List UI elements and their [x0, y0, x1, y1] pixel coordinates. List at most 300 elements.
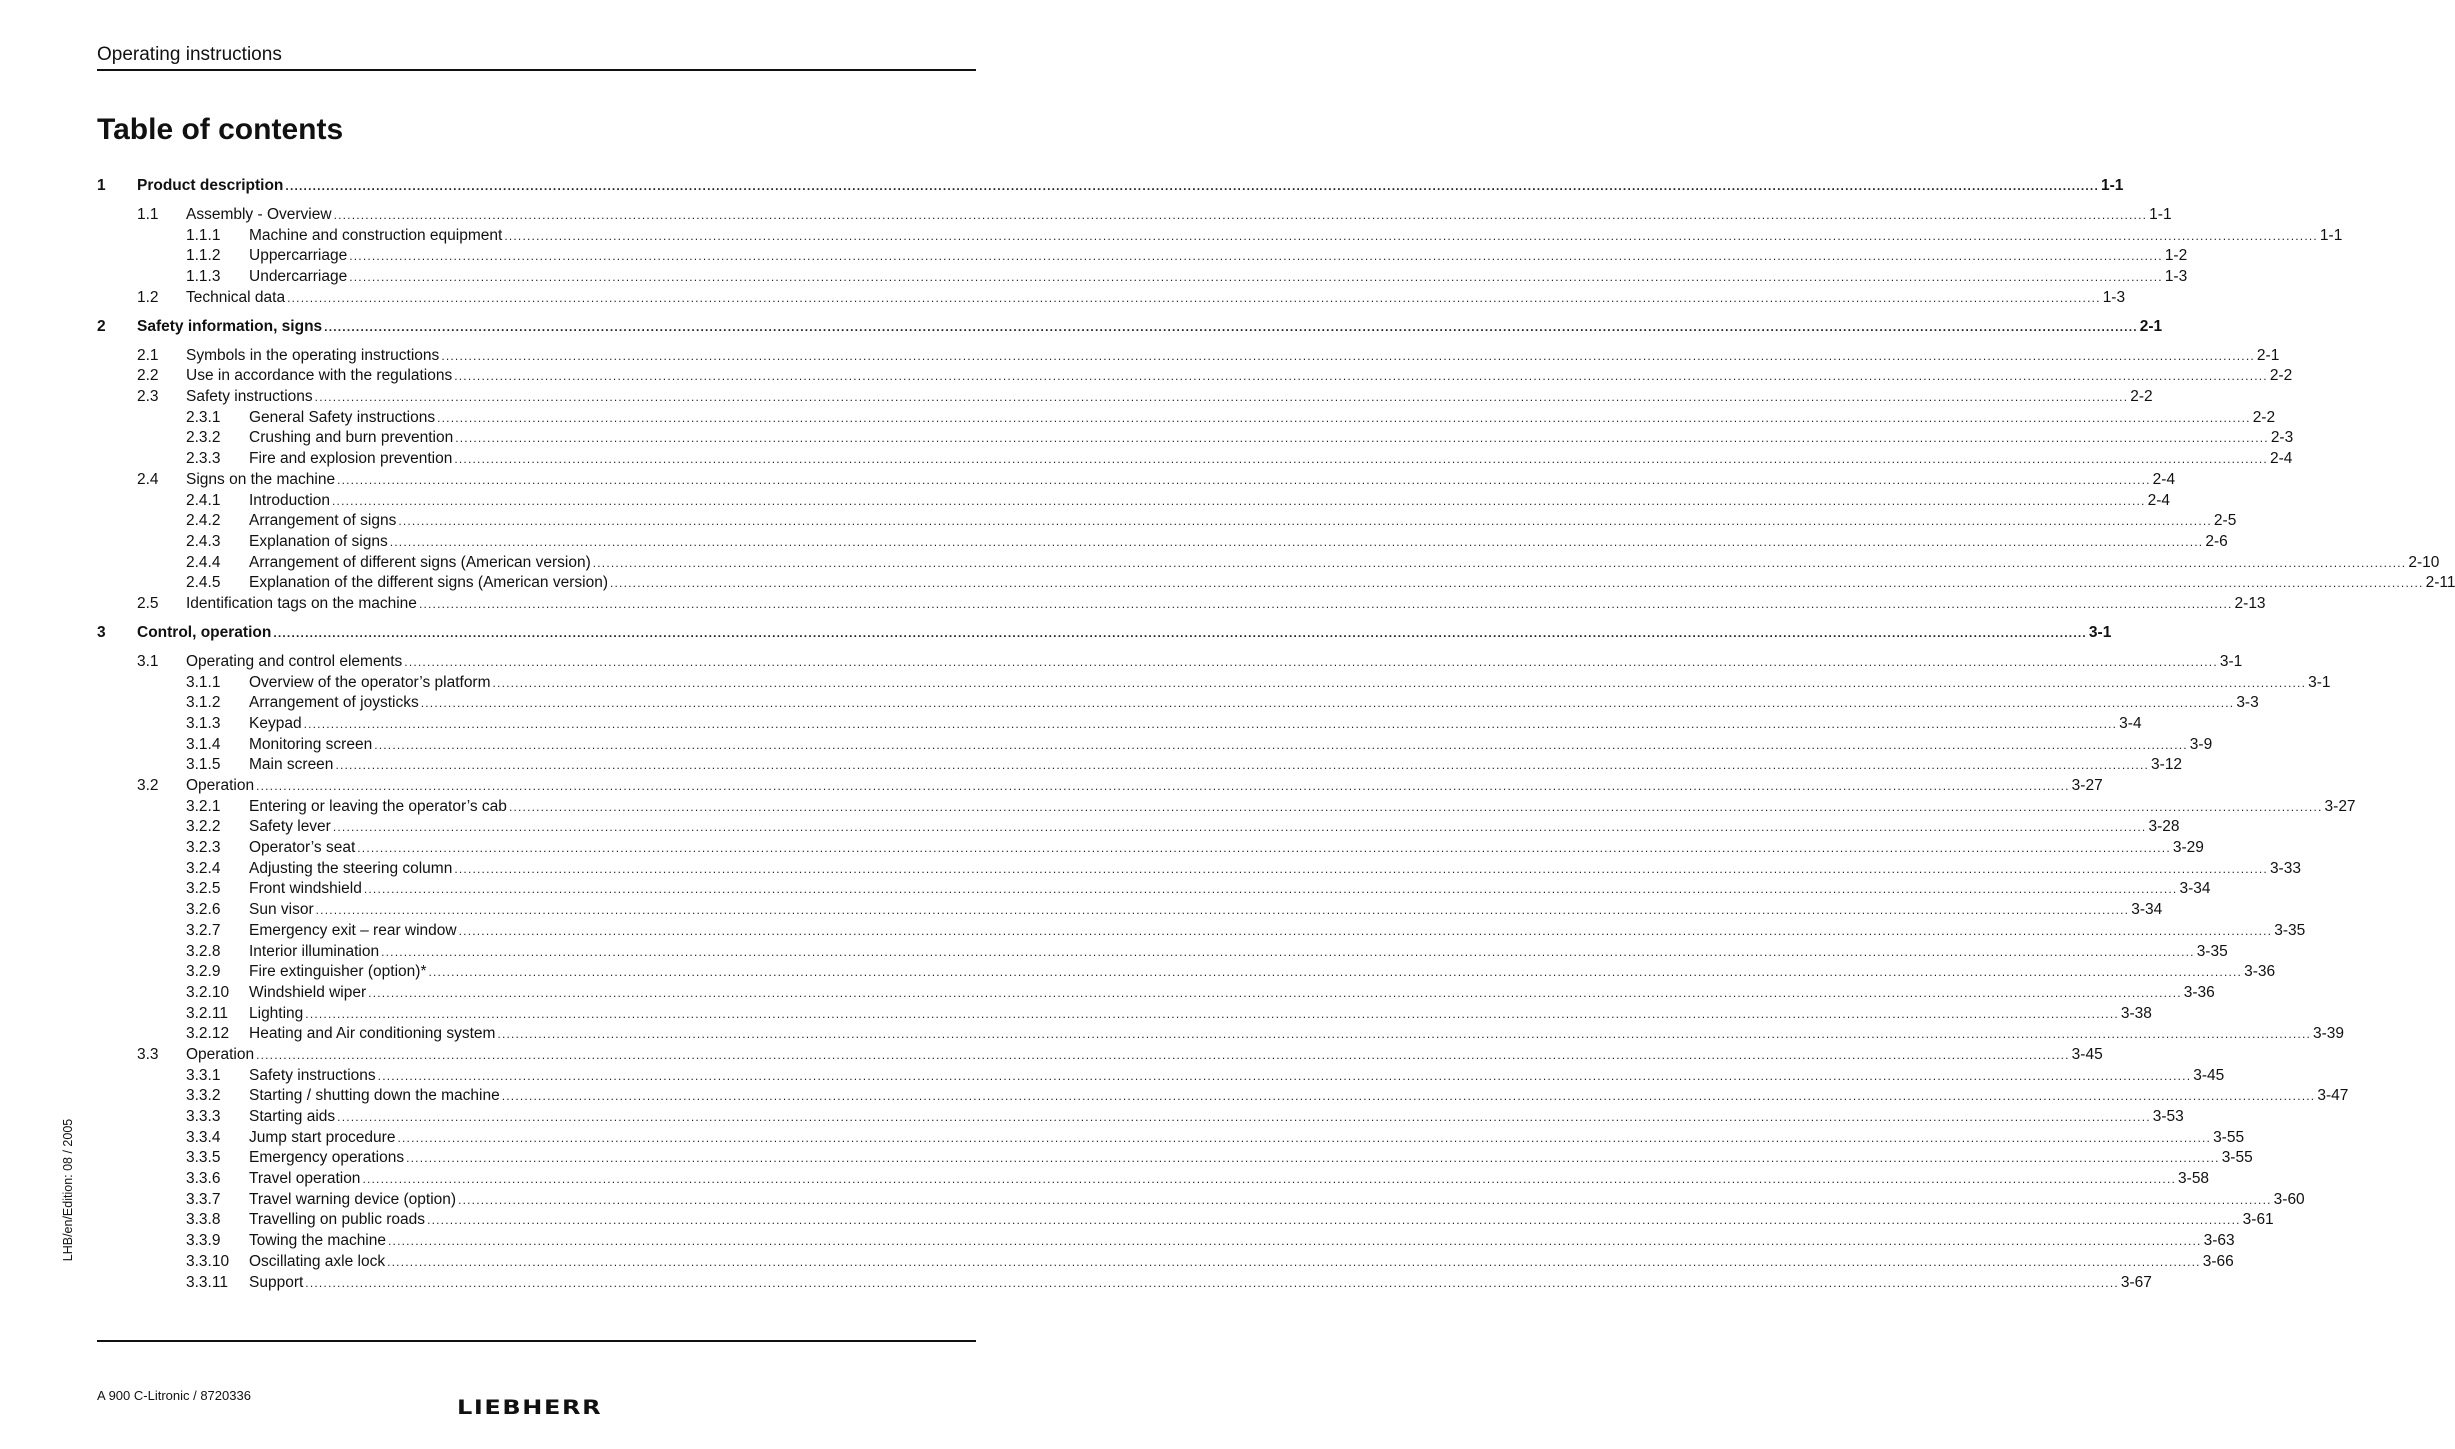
- dot-leader: ................................................................................................................................................................................................................................................................................................................................................................................................................: [285, 179, 2099, 193]
- toc-number: 3.3: [137, 1045, 159, 1063]
- toc-chapter[interactable]: [97, 176, 2124, 197]
- toc-title: Use in accordance with the regulations: [186, 367, 453, 385]
- toc-entry: [249, 879, 2211, 900]
- toc-entry: [249, 1107, 2184, 1128]
- toc-title: Operator’s seat: [249, 839, 356, 857]
- toc-page-number: 3-1: [2308, 673, 2331, 691]
- toc-subsection[interactable]: [97, 879, 2211, 900]
- toc-title: Safety instructions: [249, 1066, 376, 1084]
- toc-entry: [249, 1231, 2235, 1252]
- toc-title: Travel operation: [249, 1170, 361, 1188]
- toc-title: Fire and explosion prevention: [249, 450, 453, 468]
- toc-title: Sun visor: [249, 901, 314, 919]
- toc-number: 3.3.5: [186, 1149, 221, 1167]
- toc-section[interactable]: [97, 652, 2243, 673]
- toc-number: 3.1: [137, 652, 159, 670]
- toc-title: Uppercarriage: [249, 247, 348, 265]
- toc-subsection[interactable]: [97, 921, 2306, 942]
- dot-leader: ................................................................................................................................................................................................................................................................................................................................................................................................................: [273, 625, 2087, 640]
- dot-leader: ................................................................................................................................................................................................................................................................................................................................................................................................................: [315, 903, 2130, 918]
- toc-number: 1.1.3: [186, 268, 221, 286]
- toc-entry: [249, 428, 2294, 449]
- dot-leader: ................................................................................................................................................................................................................................................................................................................................................................................................................: [388, 1234, 2202, 1249]
- toc-entry: [186, 594, 2266, 615]
- toc-number: 2.4.2: [186, 512, 221, 530]
- toc-number: 2.4.1: [186, 491, 221, 509]
- toc-section[interactable]: [97, 594, 2266, 615]
- toc-entry: [249, 1066, 2225, 1087]
- toc-number: 2.3.3: [186, 450, 221, 468]
- toc-title: Overview of the operator’s platform: [249, 673, 491, 691]
- toc-entry: [249, 673, 2331, 694]
- toc-page-number: 3-35: [2274, 921, 2306, 939]
- toc-entry: [249, 693, 2259, 714]
- toc-page-number: 3-55: [2213, 1128, 2245, 1146]
- dot-leader: ................................................................................................................................................................................................................................................................................................................................................................................................................: [609, 576, 2424, 591]
- toc-title: Interior illumination: [249, 942, 380, 960]
- toc-page-number: 2-6: [2205, 532, 2228, 550]
- toc-entry: [249, 511, 2237, 532]
- toc-title: Lighting: [249, 1004, 304, 1022]
- dot-leader: ................................................................................................................................................................................................................................................................................................................................................................................................................: [349, 270, 2163, 285]
- toc-entry: [137, 623, 2112, 644]
- toc-subsection[interactable]: [97, 1066, 2225, 1087]
- dot-leader: ................................................................................................................................................................................................................................................................................................................................................................................................................: [455, 431, 2269, 446]
- toc-title: Technical data: [186, 288, 286, 306]
- toc-subsection[interactable]: [97, 673, 2331, 694]
- toc-number: 2: [97, 317, 106, 335]
- toc-title: Monitoring screen: [249, 735, 373, 753]
- toc-subsection[interactable]: [97, 1190, 2305, 1211]
- toc-entry: [249, 1252, 2234, 1273]
- toc-number: 2.2: [137, 367, 159, 385]
- liebherr-logo: LIEBHERR: [457, 1396, 603, 1419]
- toc-subsection[interactable]: [97, 449, 2293, 470]
- toc-number: 3.3.6: [186, 1170, 221, 1188]
- toc-title: Safety lever: [249, 818, 331, 836]
- toc-title: Heating and Air conditioning system: [249, 1025, 496, 1043]
- toc-section[interactable]: [97, 288, 2126, 309]
- toc-page-number: 2-1: [2139, 317, 2163, 335]
- edition-note: LHB/en/Edition: 08 / 2005: [61, 1118, 75, 1262]
- toc-number: 3.2.5: [186, 880, 221, 898]
- dot-leader: ................................................................................................................................................................................................................................................................................................................................................................................................................: [398, 514, 2212, 529]
- toc-number: 2.4.5: [186, 574, 221, 592]
- dot-leader: ................................................................................................................................................................................................................................................................................................................................................................................................................: [406, 1151, 2220, 1166]
- dot-leader: ................................................................................................................................................................................................................................................................................................................................................................................................................: [389, 534, 2204, 549]
- toc-section[interactable]: [97, 205, 2172, 226]
- toc-page-number: 3-4: [2119, 714, 2142, 732]
- toc-subsection[interactable]: [97, 1086, 2349, 1107]
- toc-entry: [249, 1004, 2152, 1025]
- toc-page-number: 3-66: [2202, 1252, 2234, 1270]
- dot-leader: ................................................................................................................................................................................................................................................................................................................................................................................................................: [458, 1192, 2272, 1207]
- toc-number: 3.2.1: [186, 797, 221, 815]
- toc-number: 3.2.6: [186, 901, 221, 919]
- toc-page-number: 3-55: [2221, 1149, 2253, 1167]
- toc-title: Operation: [186, 777, 255, 795]
- dot-leader: ................................................................................................................................................................................................................................................................................................................................................................................................................: [363, 882, 2178, 897]
- toc-page-number: 1-1: [2319, 226, 2343, 244]
- dot-leader: ................................................................................................................................................................................................................................................................................................................................................................................................................: [324, 319, 2138, 334]
- toc-page-number: 2-4: [2269, 450, 2293, 468]
- toc-subsection[interactable]: [97, 1148, 2253, 1169]
- toc-entry: [249, 755, 2183, 776]
- toc-title: Safety instructions: [186, 388, 313, 406]
- toc-page-number: 2-2: [2252, 408, 2276, 426]
- toc-number: 3.2.12: [186, 1025, 230, 1043]
- toc-page-number: 3-28: [2148, 818, 2180, 836]
- toc-number: 2.1: [137, 346, 159, 364]
- page-title: Table of contents: [97, 113, 344, 146]
- toc-title: Undercarriage: [249, 268, 348, 286]
- toc-title: Oscillating axle lock: [249, 1252, 386, 1270]
- dot-leader: ................................................................................................................................................................................................................................................................................................................................................................................................................: [314, 390, 2129, 405]
- toc-entry: [249, 1190, 2305, 1211]
- toc-title: Explanation of signs: [249, 532, 388, 550]
- toc-entry: [249, 942, 2228, 963]
- toc-page-number: 2-1: [2256, 346, 2280, 364]
- toc-number: 3.2.9: [186, 963, 221, 981]
- toc-number: 1.2: [137, 288, 159, 306]
- dot-leader: ................................................................................................................................................................................................................................................................................................................................................................................................................: [441, 348, 2255, 363]
- dot-leader: ................................................................................................................................................................................................................................................................................................................................................................................................................: [454, 452, 2268, 467]
- toc-number: 1.1.1: [186, 226, 221, 244]
- toc-subsection[interactable]: [97, 838, 2204, 859]
- toc-title: Starting / shutting down the machine: [249, 1087, 500, 1105]
- toc-entry: [249, 267, 2188, 288]
- toc-page-number: 3-38: [2120, 1004, 2152, 1022]
- toc-entry: [249, 532, 2228, 553]
- toc-number: 2.4.4: [186, 553, 221, 571]
- toc-entry: [249, 1128, 2245, 1149]
- toc-subsection[interactable]: [97, 226, 2343, 247]
- toc-number: 1.1: [137, 205, 159, 223]
- toc-entry: [249, 1210, 2274, 1231]
- toc-entry: [249, 735, 2213, 756]
- toc-entry: [249, 449, 2293, 470]
- dot-leader: ................................................................................................................................................................................................................................................................................................................................................................................................................: [497, 1027, 2312, 1042]
- toc-entry: [249, 1148, 2253, 1169]
- toc-subsection[interactable]: [97, 1231, 2235, 1252]
- toc-page-number: 2-2: [2269, 367, 2293, 385]
- toc-entry: [186, 776, 2103, 797]
- toc-entry: [249, 226, 2343, 247]
- toc-number: 3.1.1: [186, 673, 221, 691]
- toc-entry: [249, 491, 2170, 512]
- toc-page-number: 2-11: [2425, 574, 2455, 592]
- toc-entry: [249, 714, 2142, 735]
- toc-number: 3.3.9: [186, 1232, 221, 1250]
- dot-leader: ................................................................................................................................................................................................................................................................................................................................................................................................................: [256, 1047, 2070, 1062]
- toc-entry: [249, 797, 2356, 818]
- toc-number: 3.3.10: [186, 1252, 230, 1270]
- dot-leader: ................................................................................................................................................................................................................................................................................................................................................................................................................: [437, 410, 2251, 425]
- toc-title: Jump start procedure: [249, 1128, 396, 1146]
- dot-leader: ................................................................................................................................................................................................................................................................................................................................................................................................................: [427, 1213, 2241, 1228]
- toc-subsection[interactable]: [97, 693, 2259, 714]
- toc-title: Arrangement of different signs (American version): [249, 553, 591, 571]
- toc-subsection[interactable]: [97, 735, 2213, 756]
- dot-leader: ................................................................................................................................................................................................................................................................................................................................................................................................................: [362, 1172, 2177, 1187]
- toc-subsection[interactable]: [97, 983, 2215, 1004]
- dot-leader: ................................................................................................................................................................................................................................................................................................................................................................................................................: [303, 716, 2118, 731]
- toc-subsection[interactable]: [97, 553, 2440, 574]
- toc-entry: [186, 205, 2172, 226]
- dot-leader: ................................................................................................................................................................................................................................................................................................................................................................................................................: [287, 290, 2101, 305]
- toc-entry: [186, 652, 2243, 673]
- toc-number: 2.3.1: [186, 408, 221, 426]
- toc-entry: [249, 900, 2163, 921]
- toc-section[interactable]: [97, 387, 2153, 408]
- toc-title: Emergency exit – rear window: [249, 921, 457, 939]
- toc-subsection[interactable]: [97, 900, 2163, 921]
- toc-page-number: 3-27: [2324, 797, 2356, 815]
- toc-number: 2.3: [137, 388, 159, 406]
- toc-subsection[interactable]: [97, 246, 2188, 267]
- toc-chapter[interactable]: [97, 317, 2163, 338]
- toc-subsection[interactable]: [97, 573, 2455, 594]
- toc-entry: [186, 470, 2176, 491]
- toc-title: Main screen: [249, 756, 334, 774]
- toc-title: Entering or leaving the operator’s cab: [249, 797, 507, 815]
- toc-title: Signs on the machine: [186, 470, 336, 488]
- toc-page-number: 3-47: [2317, 1087, 2349, 1105]
- toc-chapter[interactable]: [97, 623, 2112, 644]
- dot-leader: ................................................................................................................................................................................................................................................................................................................................................................................................................: [397, 1130, 2212, 1145]
- toc-subsection[interactable]: [97, 408, 2276, 429]
- toc-page-number: 3-33: [2269, 859, 2301, 877]
- toc-page-number: 3-12: [2151, 756, 2183, 774]
- dot-leader: ................................................................................................................................................................................................................................................................................................................................................................................................................: [256, 779, 2070, 794]
- toc-number: 3.2.3: [186, 839, 221, 857]
- dot-leader: ................................................................................................................................................................................................................................................................................................................................................................................................................: [305, 1006, 2119, 1021]
- toc-subsection[interactable]: [97, 859, 2301, 880]
- toc-title: Travel warning device (option): [249, 1190, 457, 1208]
- toc-title: Fire extinguisher (option)*: [249, 963, 427, 981]
- dot-leader: ................................................................................................................................................................................................................................................................................................................................................................................................................: [501, 1089, 2316, 1104]
- toc-entry: [249, 921, 2306, 942]
- toc-page-number: 3-45: [2071, 1045, 2103, 1063]
- toc-page-number: 3-34: [2179, 880, 2211, 898]
- toc-section[interactable]: [97, 366, 2293, 387]
- toc-entry: [249, 1169, 2210, 1190]
- toc-number: 3.1.2: [186, 694, 221, 712]
- toc-number: 3.1.5: [186, 756, 221, 774]
- dot-leader: ................................................................................................................................................................................................................................................................................................................................................................................................................: [458, 923, 2273, 938]
- dot-leader: ................................................................................................................................................................................................................................................................................................................................................................................................................: [374, 737, 2188, 752]
- toc-page-number: 3-61: [2242, 1211, 2274, 1229]
- toc-page-number: 3-3: [2236, 694, 2259, 712]
- dot-leader: ................................................................................................................................................................................................................................................................................................................................................................................................................: [404, 654, 2218, 669]
- toc-number: 3.3.2: [186, 1087, 221, 1105]
- toc-page-number: 3-34: [2131, 901, 2163, 919]
- toc-title: Starting aids: [249, 1108, 336, 1126]
- toc-title: Machine and construction equipment: [249, 226, 503, 244]
- toc-page-number: 2-4: [2147, 491, 2170, 509]
- toc-number: 3.2.11: [186, 1004, 228, 1022]
- toc-entry: [249, 408, 2276, 429]
- dot-leader: ................................................................................................................................................................................................................................................................................................................................................................................................................: [420, 696, 2235, 711]
- toc-page-number: 1-1: [2149, 205, 2172, 223]
- toc-subsection[interactable]: [97, 1024, 2345, 1045]
- toc-page-number: 2-2: [2130, 388, 2153, 406]
- toc-page-number: 3-63: [2203, 1232, 2235, 1250]
- footer-divider: [97, 1340, 976, 1342]
- toc-title: Operating and control elements: [186, 652, 403, 670]
- toc-entry: [249, 1273, 2152, 1294]
- toc-title: Keypad: [249, 714, 302, 732]
- toc-entry: [249, 573, 2455, 594]
- toc-section[interactable]: [97, 1045, 2103, 1066]
- dot-leader: ................................................................................................................................................................................................................................................................................................................................................................................................................: [504, 228, 2318, 243]
- toc-subsection[interactable]: [97, 817, 2180, 838]
- toc-section[interactable]: [97, 346, 2280, 367]
- toc-title: Towing the machine: [249, 1232, 386, 1250]
- dot-leader: ................................................................................................................................................................................................................................................................................................................................................................................................................: [349, 249, 2163, 264]
- toc-entry: [249, 553, 2440, 574]
- toc-number: 3.3.7: [186, 1190, 221, 1208]
- toc-title: Product description: [137, 177, 284, 194]
- toc-page-number: 3-29: [2172, 839, 2204, 857]
- dot-leader: ................................................................................................................................................................................................................................................................................................................................................................................................................: [592, 555, 2407, 570]
- toc-page-number: 3-1: [2219, 652, 2243, 670]
- toc-page-number: 1-1: [2101, 177, 2124, 194]
- toc-number: 3.3.1: [186, 1066, 221, 1084]
- toc-subsection[interactable]: [97, 942, 2228, 963]
- toc-subsection[interactable]: [97, 1169, 2210, 1190]
- toc-title: Emergency operations: [249, 1149, 405, 1167]
- dot-leader: ................................................................................................................................................................................................................................................................................................................................................................................................................: [381, 944, 2195, 959]
- toc-title: Arrangement of signs: [249, 512, 397, 530]
- toc-subsection[interactable]: [97, 428, 2294, 449]
- toc-subsection[interactable]: [97, 511, 2237, 532]
- toc-number: 3.2.10: [186, 983, 230, 1001]
- toc-page-number: 1-2: [2164, 247, 2188, 265]
- toc-subsection[interactable]: [97, 1107, 2184, 1128]
- toc-subsection[interactable]: [97, 491, 2170, 512]
- dot-leader: ................................................................................................................................................................................................................................................................................................................................................................................................................: [508, 799, 2323, 814]
- dot-leader: ................................................................................................................................................................................................................................................................................................................................................................................................................: [337, 1110, 2151, 1125]
- toc-title: Travelling on public roads: [249, 1211, 426, 1229]
- toc-subsection[interactable]: [97, 267, 2188, 288]
- toc-entry: [137, 317, 2163, 338]
- toc-entry: [137, 176, 2124, 197]
- toc-entry: [249, 838, 2204, 859]
- toc-title: Identification tags on the machine: [186, 594, 417, 612]
- toc-subsection[interactable]: [97, 1210, 2274, 1231]
- toc-subsection[interactable]: [97, 714, 2142, 735]
- toc-entry: [186, 366, 2293, 387]
- toc-title: Front windshield: [249, 880, 362, 898]
- dot-leader: ................................................................................................................................................................................................................................................................................................................................................................................................................: [377, 1068, 2192, 1083]
- dot-leader: ................................................................................................................................................................................................................................................................................................................................................................................................................: [333, 207, 2148, 222]
- toc-number: 3.1.3: [186, 714, 221, 732]
- toc-number: 3.3.4: [186, 1128, 221, 1146]
- toc-page-number: 1-3: [2164, 268, 2188, 286]
- toc-section[interactable]: [97, 776, 2103, 797]
- toc-title: Introduction: [249, 491, 330, 509]
- dot-leader: ................................................................................................................................................................................................................................................................................................................................................................................................................: [368, 985, 2182, 1000]
- toc-entry: [186, 1045, 2103, 1066]
- toc-number: 2.4: [137, 470, 159, 488]
- toc-title: Windshield wiper: [249, 983, 367, 1001]
- toc-title: Adjusting the steering column: [249, 859, 453, 877]
- dot-leader: ................................................................................................................................................................................................................................................................................................................................................................................................................: [454, 861, 2268, 876]
- table-of-contents: [97, 176, 2455, 1293]
- toc-number: 3.2.4: [186, 859, 221, 877]
- dot-leader: ................................................................................................................................................................................................................................................................................................................................................................................................................: [428, 965, 2243, 980]
- toc-subsection[interactable]: [97, 1252, 2234, 1273]
- dot-leader: ................................................................................................................................................................................................................................................................................................................................................................................................................: [418, 596, 2233, 611]
- dot-leader: ................................................................................................................................................................................................................................................................................................................................................................................................................: [332, 820, 2147, 835]
- toc-number: 1.1.2: [186, 247, 221, 265]
- toc-title: Support: [249, 1273, 304, 1291]
- toc-page-number: 3-58: [2178, 1170, 2210, 1188]
- toc-entry: [249, 983, 2215, 1004]
- toc-subsection[interactable]: [97, 1128, 2245, 1149]
- toc-entry: [249, 962, 2276, 983]
- toc-page-number: 3-27: [2071, 777, 2103, 795]
- dot-leader: ................................................................................................................................................................................................................................................................................................................................................................................................................: [335, 758, 2150, 773]
- toc-entry: [249, 1086, 2349, 1107]
- dot-leader: ................................................................................................................................................................................................................................................................................................................................................................................................................: [387, 1254, 2201, 1269]
- toc-page-number: 3-36: [2244, 963, 2276, 981]
- toc-entry: [249, 246, 2188, 267]
- toc-number: 3.2.8: [186, 942, 221, 960]
- toc-title: Safety information, signs: [137, 317, 323, 335]
- toc-title: General Safety instructions: [249, 408, 436, 426]
- toc-number: 3.3.3: [186, 1108, 221, 1126]
- toc-subsection[interactable]: [97, 532, 2228, 553]
- toc-page-number: 3-1: [2088, 623, 2112, 641]
- toc-title: Control, operation: [137, 623, 272, 641]
- toc-page-number: 2-4: [2152, 470, 2176, 488]
- document-id: A 900 C-Litronic / 8720336: [97, 1388, 251, 1403]
- toc-title: Explanation of the different signs (American version): [249, 574, 608, 592]
- dot-leader: ................................................................................................................................................................................................................................................................................................................................................................................................................: [492, 675, 2307, 690]
- toc-subsection[interactable]: [97, 1273, 2152, 1294]
- toc-subsection[interactable]: [97, 797, 2356, 818]
- toc-page-number: 3-36: [2183, 983, 2215, 1001]
- toc-number: 3: [97, 623, 106, 641]
- toc-page-number: 2-10: [2408, 553, 2440, 571]
- toc-entry: [186, 288, 2126, 309]
- toc-title: Assembly - Overview: [186, 205, 332, 223]
- dot-leader: ................................................................................................................................................................................................................................................................................................................................................................................................................: [305, 1275, 2119, 1290]
- toc-page-number: 3-53: [2152, 1108, 2184, 1126]
- toc-section[interactable]: [97, 470, 2176, 491]
- toc-subsection[interactable]: [97, 755, 2183, 776]
- toc-entry: [186, 387, 2153, 408]
- toc-subsection[interactable]: [97, 962, 2276, 983]
- toc-title: Crushing and burn prevention: [249, 429, 454, 447]
- toc-entry: [186, 346, 2280, 367]
- toc-title: Arrangement of joysticks: [249, 694, 419, 712]
- toc-number: 3.2.2: [186, 818, 221, 836]
- toc-page-number: 3-67: [2120, 1273, 2152, 1291]
- dot-leader: ................................................................................................................................................................................................................................................................................................................................................................................................................: [454, 369, 2268, 384]
- toc-number: 3.3.8: [186, 1211, 221, 1229]
- dot-leader: ................................................................................................................................................................................................................................................................................................................................................................................................................: [337, 472, 2151, 487]
- toc-page-number: 2-3: [2270, 429, 2294, 447]
- toc-page-number: 3-60: [2273, 1190, 2305, 1208]
- running-header: Operating instructions: [97, 44, 282, 65]
- toc-page-number: 3-35: [2196, 942, 2228, 960]
- toc-number: 2.4.3: [186, 532, 221, 550]
- toc-subsection[interactable]: [97, 1004, 2152, 1025]
- toc-entry: [249, 1024, 2345, 1045]
